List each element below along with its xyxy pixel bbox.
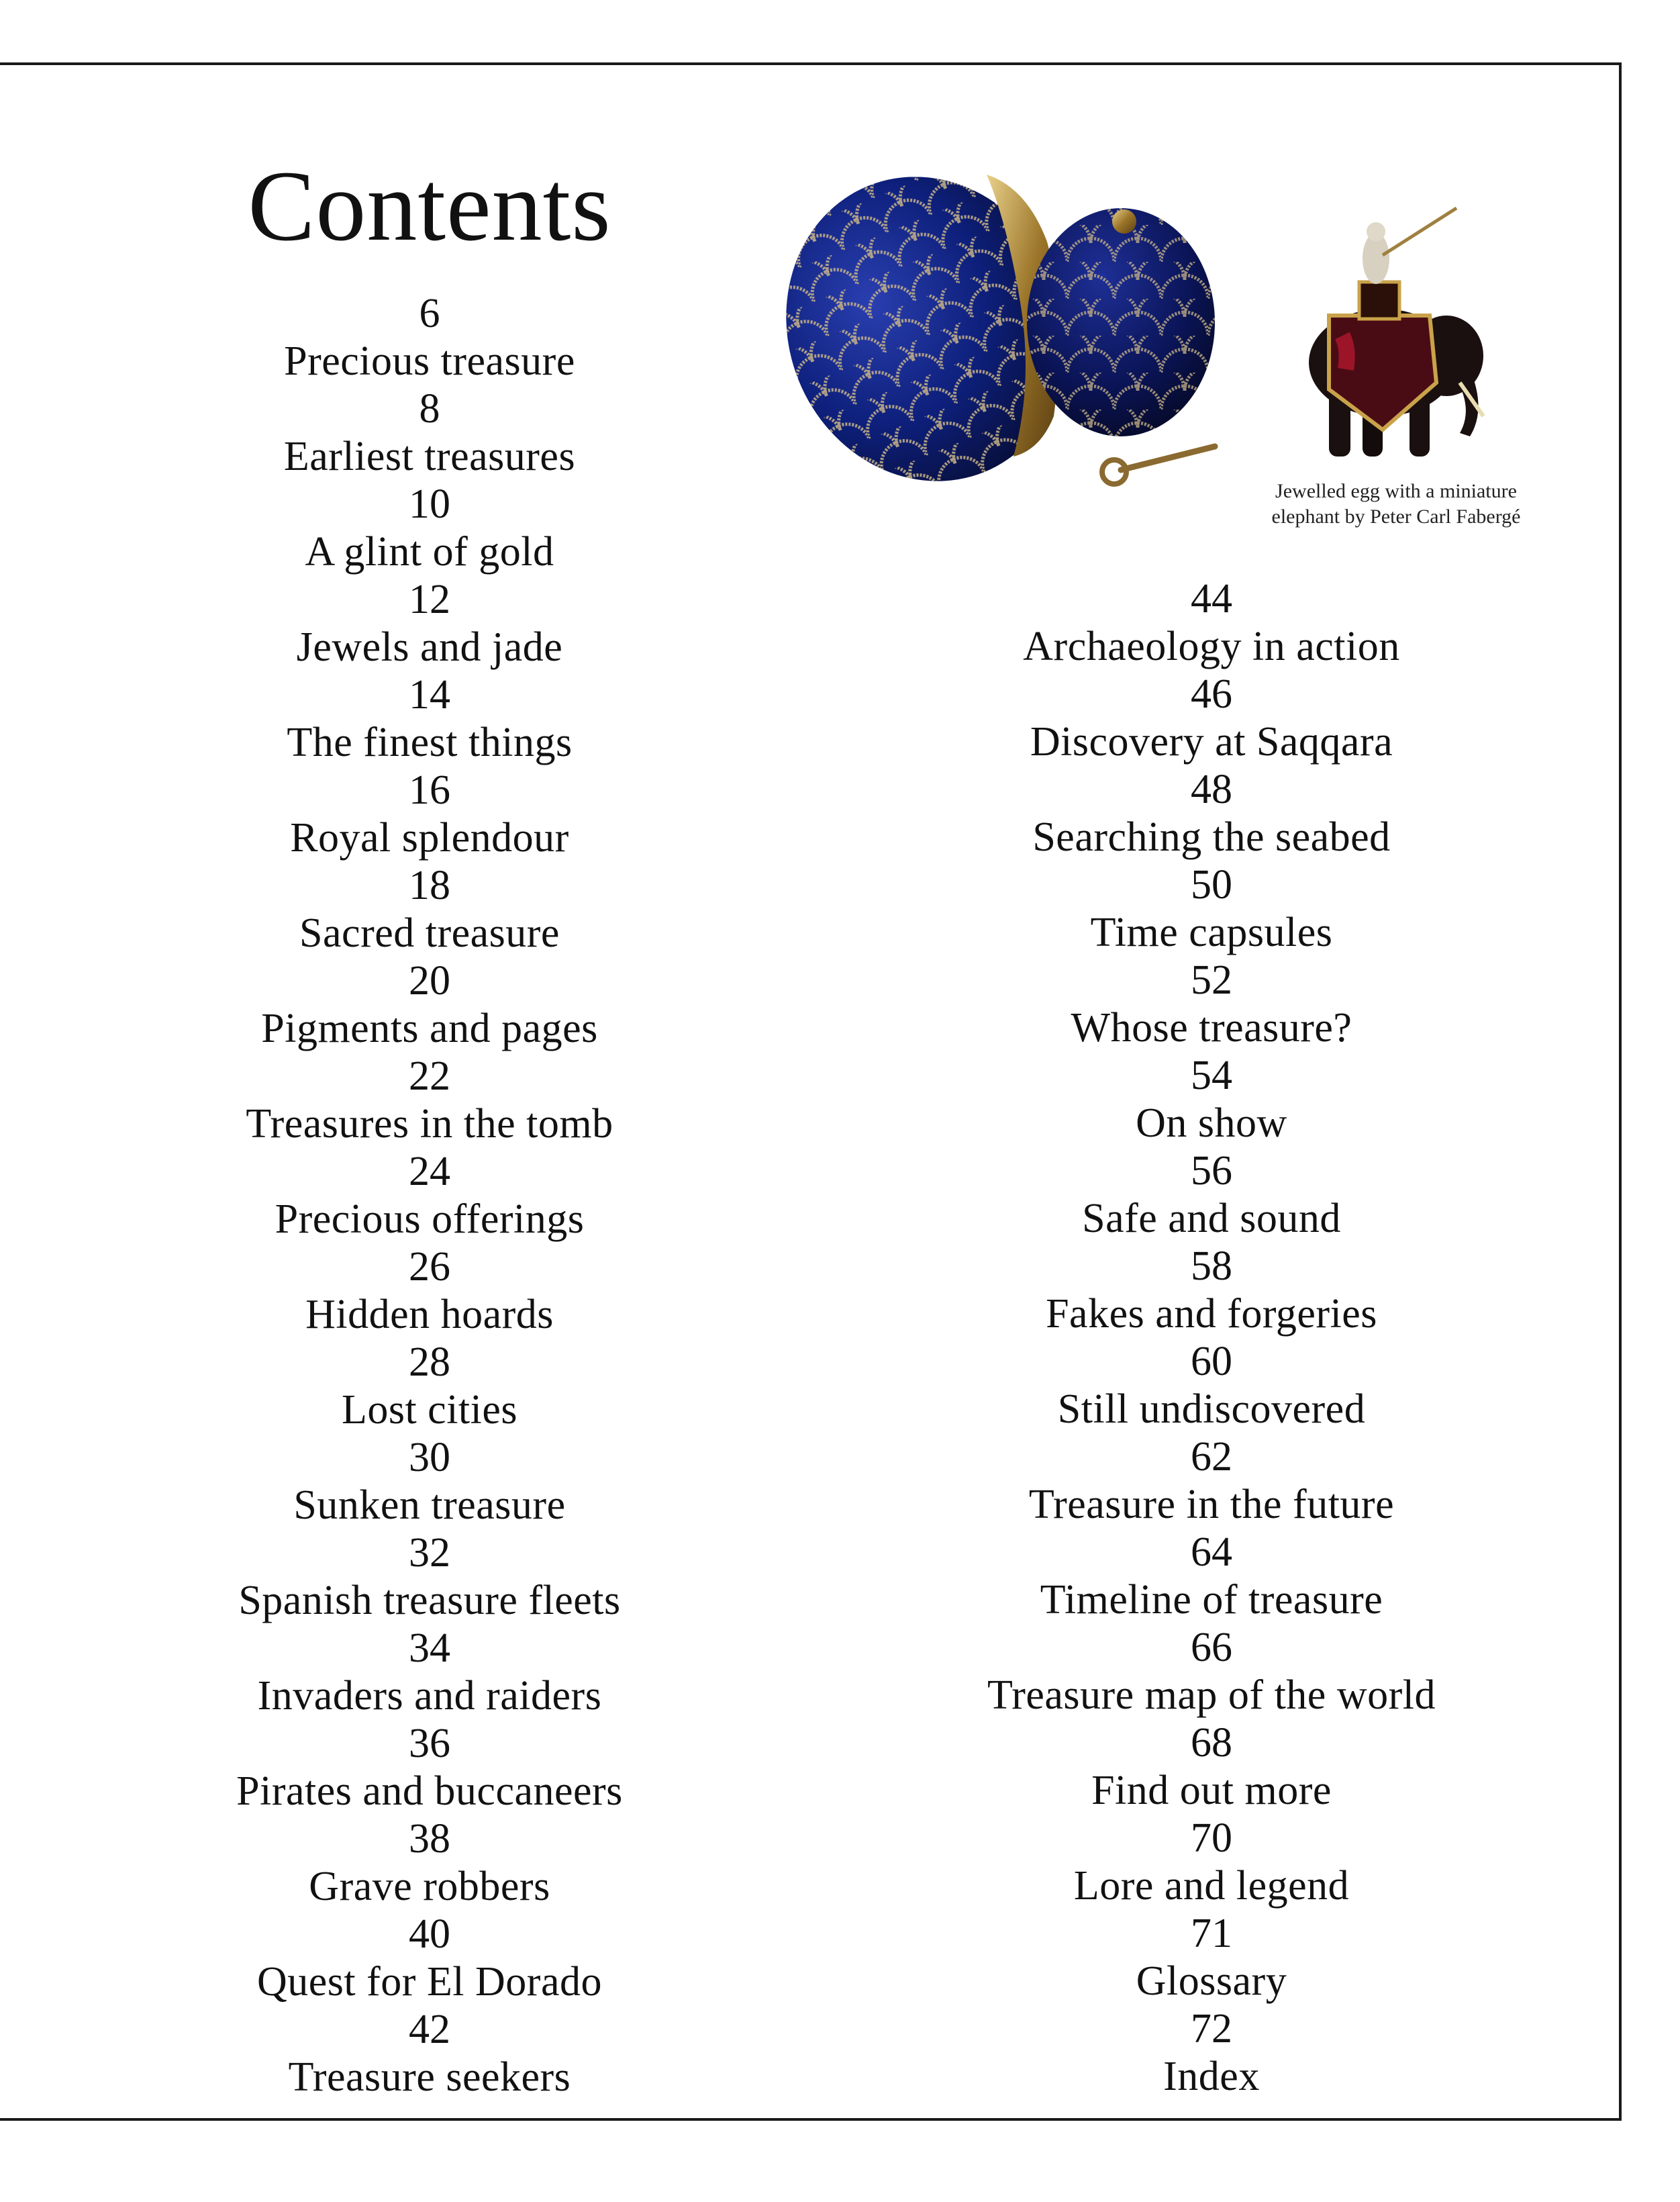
toc-entry[interactable] [920, 1910, 1503, 2005]
toc-chapter-title: Spanish treasure fleets [238, 1578, 621, 1623]
toc-chapter-title: Sunken treasure [293, 1482, 566, 1528]
toc-chapter-title: Sacred treasure [299, 910, 560, 956]
caption-line-2: elephant by Peter Carl Fabergé [1271, 506, 1521, 528]
toc-entry[interactable] [161, 1243, 698, 1339]
toc-chapter-title: Treasure map of the world [987, 1672, 1436, 1718]
toc-chapter-title: A glint of gold [305, 529, 554, 575]
toc-right-column [920, 575, 1503, 2101]
toc-chapter-title: Grave robbers [309, 1864, 550, 1909]
toc-page-number: 34 [409, 1625, 450, 1671]
toc-chapter-title: Still undiscovered [1057, 1386, 1366, 1432]
toc-entry[interactable] [161, 576, 698, 671]
toc-left-column [161, 290, 698, 2101]
toc-entry[interactable] [920, 861, 1503, 957]
toc-chapter-title: Precious treasure [284, 338, 575, 384]
key-icon [1102, 446, 1215, 484]
toc-page-number: 24 [409, 1149, 450, 1194]
toc-entry[interactable] [161, 385, 698, 481]
toc-chapter-title: Quest for El Dorado [257, 1959, 602, 2005]
toc-entry[interactable] [161, 1148, 698, 1243]
toc-page-number: 18 [409, 863, 450, 908]
toc-page-number: 66 [1191, 1625, 1232, 1670]
toc-entry[interactable] [161, 1720, 698, 1815]
toc-chapter-title: Archaeology in action [1023, 624, 1400, 669]
toc-chapter-title: Searching the seabed [1032, 814, 1391, 860]
toc-chapter-title: Discovery at Saqqara [1030, 719, 1393, 765]
toc-entry[interactable] [161, 862, 698, 957]
toc-page-number: 68 [1191, 1720, 1232, 1766]
toc-entry[interactable] [161, 767, 698, 862]
toc-page-number: 36 [409, 1721, 450, 1766]
toc-entry[interactable] [920, 1338, 1503, 1433]
toc-entry[interactable] [920, 2005, 1503, 2101]
toc-entry[interactable] [161, 1625, 698, 1720]
toc-entry[interactable] [920, 575, 1503, 671]
toc-entry[interactable] [920, 671, 1503, 766]
toc-page-number: 30 [409, 1435, 450, 1480]
miniature-elephant-icon [1309, 208, 1483, 457]
toc-page-number: 16 [409, 767, 450, 813]
toc-page-number: 58 [1191, 1243, 1232, 1289]
toc-page-number: 72 [1191, 2006, 1232, 2052]
toc-chapter-title: Hidden hoards [305, 1292, 554, 1337]
toc-page-number: 71 [1191, 1911, 1232, 1956]
toc-entry[interactable] [161, 2006, 698, 2101]
toc-page-number: 50 [1191, 862, 1232, 908]
toc-page-number: 42 [409, 2007, 450, 2052]
toc-chapter-title: Invaders and raiders [257, 1673, 602, 1719]
toc-entry[interactable] [161, 957, 698, 1053]
toc-page-number: 54 [1191, 1053, 1232, 1098]
toc-entry[interactable] [161, 1815, 698, 1911]
toc-page-number: 20 [409, 958, 450, 1004]
toc-entry[interactable] [920, 766, 1503, 861]
caption-line-1: Jewelled egg with a miniature [1275, 480, 1517, 502]
toc-entry[interactable] [920, 1529, 1503, 1624]
toc-chapter-title: The finest things [287, 720, 573, 765]
toc-entry[interactable] [920, 1624, 1503, 1719]
toc-chapter-title: Earliest treasures [283, 434, 576, 479]
egg-top-half-icon [1027, 208, 1215, 436]
jewelled-egg-illustration [785, 114, 1577, 490]
toc-entry[interactable] [920, 1052, 1503, 1147]
toc-chapter-title: Treasures in the tomb [246, 1101, 613, 1147]
toc-entry[interactable] [920, 1433, 1503, 1529]
faberge-egg-figure [785, 114, 1577, 490]
page-title: Contents [248, 150, 611, 262]
toc-chapter-title: Precious offerings [275, 1196, 585, 1242]
toc-page-number: 44 [1191, 576, 1232, 622]
toc-page-number: 26 [409, 1244, 450, 1290]
toc-page-number: 6 [419, 291, 440, 336]
toc-page-number: 22 [409, 1053, 450, 1099]
toc-page-number: 10 [409, 481, 450, 527]
toc-entry[interactable] [161, 481, 698, 576]
toc-chapter-title: Glossary [1136, 1958, 1287, 2004]
toc-entry[interactable] [920, 1147, 1503, 1243]
toc-page-number: 38 [409, 1816, 450, 1862]
toc-page-number: 70 [1191, 1815, 1232, 1861]
toc-page-number: 40 [409, 1911, 450, 1957]
toc-page-number: 12 [409, 577, 450, 622]
toc-chapter-title: Find out more [1091, 1768, 1332, 1813]
toc-chapter-title: On show [1136, 1100, 1287, 1146]
toc-entry[interactable] [161, 1339, 698, 1434]
toc-page-number: 62 [1191, 1434, 1232, 1480]
toc-page-number: 8 [419, 386, 440, 432]
toc-chapter-title: Treasure seekers [288, 2054, 571, 2100]
toc-chapter-title: Royal splendour [290, 815, 569, 861]
toc-page-number: 32 [409, 1530, 450, 1576]
toc-entry[interactable] [161, 1529, 698, 1625]
toc-page-number: 56 [1191, 1148, 1232, 1194]
toc-page-number: 64 [1191, 1529, 1232, 1575]
toc-entry[interactable] [161, 1434, 698, 1529]
toc-entry[interactable] [161, 1911, 698, 2006]
toc-page-number: 28 [409, 1339, 450, 1385]
toc-page-number: 48 [1191, 767, 1232, 812]
toc-page-number: 46 [1191, 671, 1232, 717]
toc-chapter-title: Fakes and forgeries [1046, 1291, 1377, 1337]
toc-entry[interactable] [920, 957, 1503, 1052]
toc-entry[interactable] [920, 1243, 1503, 1338]
toc-chapter-title: Pigments and pages [261, 1006, 598, 1051]
figure-caption [1228, 479, 1564, 530]
toc-entry[interactable] [920, 1719, 1503, 1815]
toc-chapter-title: Whose treasure? [1071, 1005, 1352, 1051]
toc-entry[interactable] [920, 1815, 1503, 1910]
toc-entry[interactable] [161, 671, 698, 767]
toc-chapter-title: Lost cities [341, 1387, 518, 1433]
toc-chapter-title: Treasure in the future [1028, 1482, 1395, 1527]
toc-chapter-title: Time capsules [1090, 910, 1333, 955]
toc-chapter-title: Lore and legend [1073, 1863, 1350, 1909]
toc-page-number: 52 [1191, 957, 1232, 1003]
toc-chapter-title: Jewels and jade [296, 624, 563, 670]
toc-chapter-title: Index [1163, 2054, 1260, 2099]
toc-entry[interactable] [161, 1053, 698, 1148]
toc-page-number: 14 [409, 672, 450, 718]
toc-page-number: 60 [1191, 1339, 1232, 1384]
toc-entry[interactable] [161, 290, 698, 385]
toc-chapter-title: Pirates and buccaneers [236, 1768, 623, 1814]
toc-chapter-title: Safe and sound [1082, 1196, 1341, 1241]
toc-chapter-title: Timeline of treasure [1040, 1577, 1383, 1623]
